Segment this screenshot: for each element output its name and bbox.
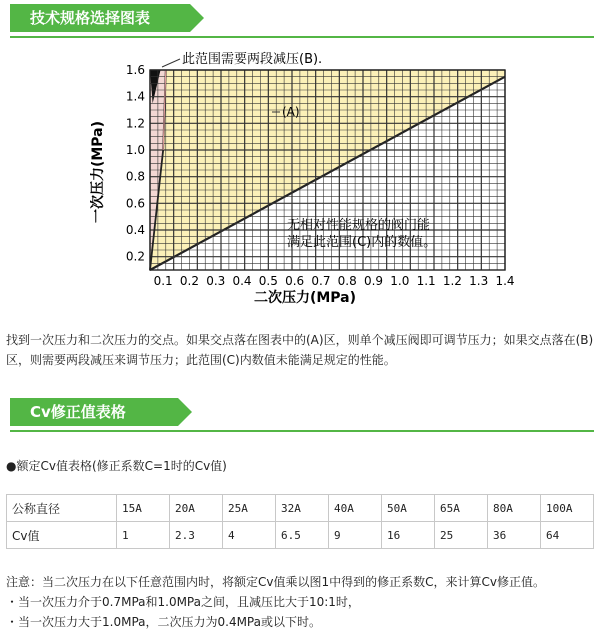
cv-value-table <box>6 494 594 549</box>
x-axis-label: 二次压力(MPa) <box>253 290 357 306</box>
size-cell: 100A <box>541 495 594 522</box>
size-cell: 65A <box>435 495 488 522</box>
cv-cell: 25 <box>435 522 488 549</box>
region-c-label-line2: 满足此范围(C)内的数值。 <box>287 235 437 250</box>
y-tick-label: 0.2 <box>125 249 145 264</box>
row-header: Cv值 <box>7 522 117 549</box>
chart-description <box>6 330 602 370</box>
note-block <box>6 572 545 632</box>
cv-cell: 36 <box>488 522 541 549</box>
table-row-cv-value <box>7 522 594 549</box>
size-cell: 20A <box>170 495 223 522</box>
y-tick-label: 1.6 <box>125 63 145 77</box>
x-tick-label: 0.1 <box>153 274 173 288</box>
size-cell: 80A <box>488 495 541 522</box>
section-divider <box>10 430 594 432</box>
x-tick-label: 0.5 <box>258 274 278 288</box>
size-cell: 25A <box>223 495 276 522</box>
x-tick-label: 0.2 <box>179 274 199 288</box>
pressure-selection-chart <box>90 42 520 332</box>
x-tick-label: 0.4 <box>232 274 252 288</box>
region-c-label-line1: 无相对性能规格的阀门能 <box>287 218 431 233</box>
size-cell: 50A <box>382 495 435 522</box>
tab-arrow-shape <box>190 4 204 32</box>
x-tick-label: 0.6 <box>285 274 305 288</box>
y-tick-label: 0.8 <box>125 169 145 184</box>
row-header: 公称直径 <box>7 495 117 522</box>
note-line-2: ・当一次压力介于0.7MPa和1.0MPa之间，且减压比大于10:1时， <box>6 595 360 609</box>
cv-cell: 9 <box>329 522 382 549</box>
note-line-3: ・当一次压力大于1.0MPa，二次压力为0.4MPa或以下时。 <box>6 615 321 629</box>
section-header-cv-table <box>0 394 604 432</box>
x-tick-labels <box>154 274 515 288</box>
y-tick-label: 1.2 <box>125 116 145 131</box>
x-tick-label: 0.7 <box>311 274 331 288</box>
cv-cell: 6.5 <box>276 522 329 549</box>
size-cell: 32A <box>276 495 329 522</box>
region-a-label: (A) <box>282 105 300 119</box>
cv-cell: 1 <box>117 522 170 549</box>
x-tick-label: 1.3 <box>469 274 489 288</box>
section-title: Cv修正值表格 <box>30 403 126 421</box>
section-title-tab <box>10 398 178 426</box>
x-tick-label: 1.1 <box>416 274 436 288</box>
size-cell: 15A <box>117 495 170 522</box>
cv-cell: 4 <box>223 522 276 549</box>
cv-cell: 2.3 <box>170 522 223 549</box>
table-caption: ●额定Cv值表格(修正系数C=1时的Cv值) <box>6 459 227 473</box>
tab-arrow-shape <box>178 398 192 426</box>
section-divider <box>10 36 594 38</box>
table-row-nominal-diameter <box>7 495 594 522</box>
size-cell: 40A <box>329 495 382 522</box>
cv-cell: 16 <box>382 522 435 549</box>
y-tick-label: 1.4 <box>125 89 145 104</box>
region-b-label: 此范围需要两段减压(B). <box>182 52 323 67</box>
y-tick-label: 0.4 <box>125 223 145 237</box>
x-tick-label: 0.8 <box>337 274 357 288</box>
x-tick-label: 1.4 <box>495 274 515 288</box>
region-b-leader-line <box>162 59 180 67</box>
x-tick-label: 0.9 <box>363 274 384 288</box>
x-tick-label: 1.2 <box>442 274 462 288</box>
x-tick-label: 1.0 <box>390 274 410 288</box>
description-line-1: 找到一次压力和二次压力的交点。如果交点落在图表中的(A)区，则单个减压阀即可调节压力；如果交点落在(B) <box>6 333 594 347</box>
section-title: 技术规格选择图表 <box>30 9 151 27</box>
description-line-2: 区，则需要两段减压来调节压力；此范围(C)内数值未能满足规定的性能。 <box>6 353 396 367</box>
cv-cell: 64 <box>541 522 594 549</box>
section-header-spec-chart <box>0 0 604 38</box>
note-line-1: 注意：当二次压力在以下任意范围内时，将额定Cv值乘以图1中得到的修正系数C，来计算Cv修正值。 <box>6 575 545 589</box>
y-tick-label: 1.0 <box>125 143 145 157</box>
x-tick-label: 0.3 <box>206 274 226 288</box>
y-axis-label: 一次压力(MPa) <box>90 120 106 224</box>
y-tick-labels <box>126 63 145 264</box>
section-title-tab <box>10 4 190 32</box>
y-tick-label: 0.6 <box>125 196 145 211</box>
